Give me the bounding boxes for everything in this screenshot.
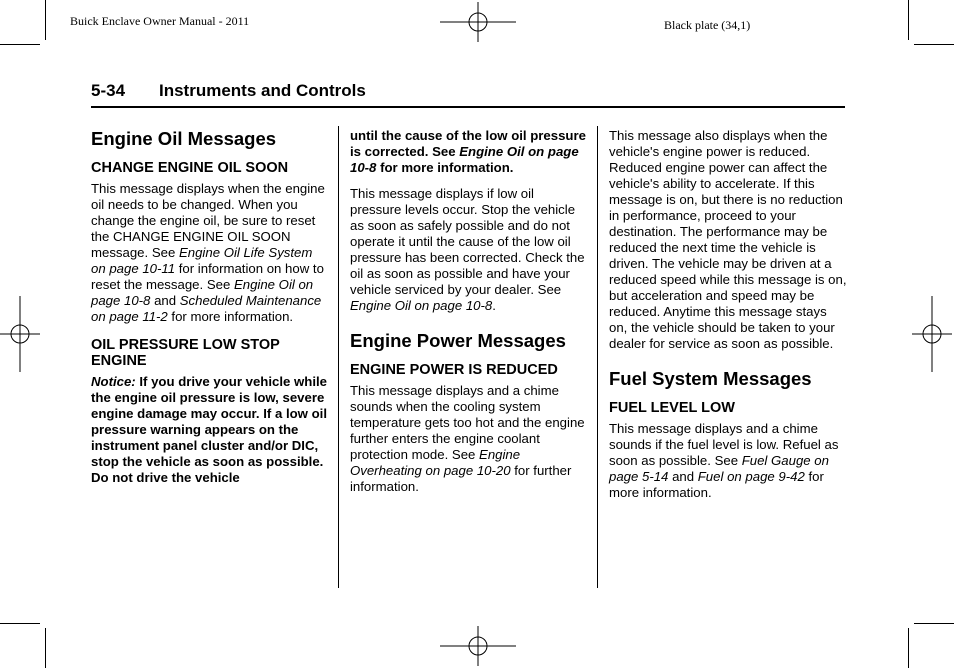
running-head — [91, 82, 845, 108]
crop-mark — [914, 44, 954, 45]
paragraph-fuel-level: This message displays and a chime sounds if the fuel level is low. Refuel as soon as possible. See Fuel Gauge on page 5-14 and Fuel on page 9-42 for more information. — [609, 421, 839, 500]
notice-paragraph: Notice: If you drive your vehicle while the engine oil pressure is low, severe engine damage may occur. If a low oil pressure warning appears on the instrument panel cluster and/or DIC, stop the vehicle as soon as possible. Do not drive the vehicle — [91, 374, 327, 485]
crop-mark — [0, 44, 40, 45]
reference-link: Fuel on page 9-42 — [697, 469, 805, 484]
manual-title: Buick Enclave Owner Manual - 2011 — [70, 14, 250, 28]
paragraph-engine-power: This message displays and a chime sounds when the cooling system temperature gets too hot and the engine further enters the engine coolant protection mode. See Engine Overheating on page 10-20 for further information. — [350, 383, 585, 494]
crop-mark — [908, 628, 909, 668]
column-divider — [338, 126, 339, 588]
page-number: 5-34 — [91, 81, 126, 100]
paragraph-reduced-power: This message also displays when the vehicle's engine power is reduced. Reduced engine power can affect the vehicle's ability to accelerate. If this message is on, but there is no reduction in performance, proceed to your destination. The performance may be reduced the next time the vehicle is driven. The vehicle may be driven at a reduced speed while this message is on, but acceleration and speed may be reduced. Anytime this message stays on, the vehicle should be taken to your dealer for service as soon as possible. — [609, 128, 847, 351]
subheading-change-engine-oil-soon: CHANGE ENGINE OIL SOON — [91, 160, 289, 176]
crop-mark — [914, 623, 954, 624]
crop-mark — [45, 0, 46, 40]
column-3 — [609, 128, 847, 509]
crop-mark — [0, 623, 40, 624]
subheading-oil-pressure-low: OIL PRESSURE LOW STOP ENGINE — [91, 337, 280, 369]
crop-mark — [908, 0, 909, 40]
registration-mark-top — [440, 2, 516, 42]
reference-link: Engine Overheating on page 10-20 — [350, 447, 521, 478]
heading-engine-power-messages: Engine Power Messages — [350, 330, 566, 351]
reference-link: Fuel Gauge on page 5-14 — [609, 453, 829, 484]
reference-link: Engine Oil on page 10-8 — [350, 144, 579, 175]
subheading-engine-power-reduced: ENGINE POWER IS REDUCED — [350, 362, 558, 378]
paragraph-low-oil-pressure: This message displays if low oil pressure levels occur. Stop the vehicle as soon as safely possible and do not operate it until the cause of the low oil pressure has been corrected. Check the oil as soon as possible and have your vehicle serviced by your dealer. See Engine Oil on page 10-8. — [350, 186, 585, 313]
reference-link: Engine Oil Life System on page 10-11 — [91, 245, 313, 276]
reference-link: Scheduled Maintenance on page 11-2 — [91, 293, 322, 324]
registration-mark-left — [0, 296, 40, 372]
notice-label: Notice: — [91, 374, 136, 389]
column-1 — [91, 128, 327, 494]
registration-mark-right — [912, 296, 952, 372]
crop-mark — [45, 628, 46, 668]
heading-engine-oil-messages: Engine Oil Messages — [91, 128, 277, 149]
heading-fuel-system-messages: Fuel System Messages — [609, 368, 812, 389]
reference-link: Engine Oil on page 10-8 — [350, 298, 493, 313]
reference-link: Engine Oil on page 10-8 — [91, 277, 314, 308]
column-2 — [350, 128, 588, 503]
notice-continuation: until the cause of the low oil pressure is corrected. See Engine Oil on page 10-8 for more information. — [350, 128, 586, 175]
registration-mark-bottom — [440, 626, 516, 666]
column-divider — [597, 126, 598, 588]
paragraph-change-oil: This message displays when the engine oil needs to be changed. When you change the engine oil, be sure to reset the CHANGE ENGINE OIL SOON message. See Engine Oil Life System on page 10-11 for information on how to reset the message. See Engine Oil on page 10-8 and Scheduled Maintenance on page 11-2 for more information. — [91, 181, 325, 324]
subheading-fuel-level-low: FUEL LEVEL LOW — [609, 400, 735, 416]
plate-label: Black plate (34,1) — [664, 18, 751, 32]
section-title: Instruments and Controls — [159, 81, 366, 100]
